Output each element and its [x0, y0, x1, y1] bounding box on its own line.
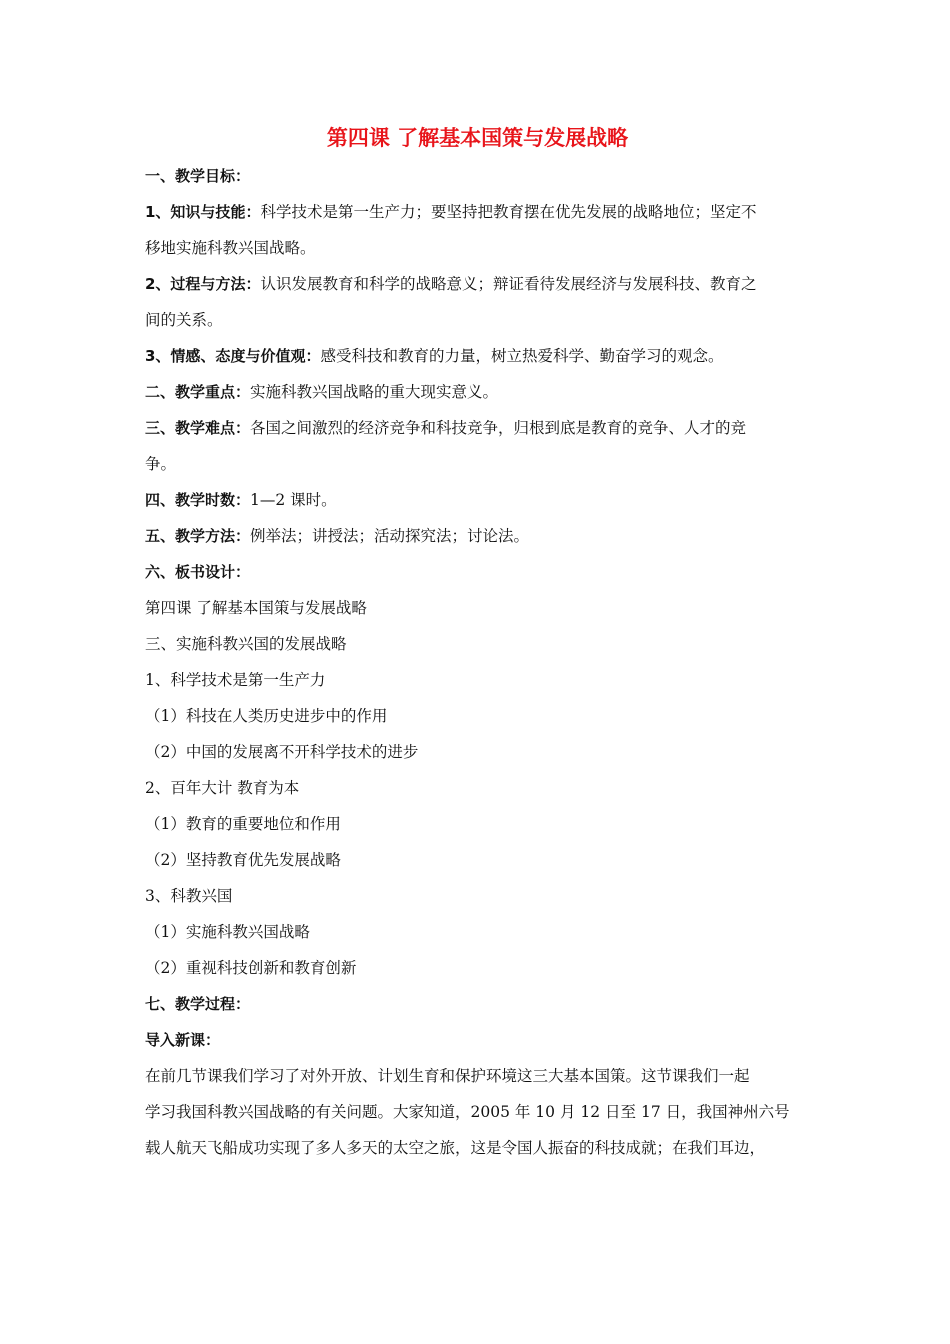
intro-line: 学习我国科教兴国战略的有关问题。大家知道，2005 年 10 月 12 日至 17 日，我国神州六号: [145, 1103, 790, 1121]
key-point-text: 实施科教兴国战略的重大现实意义。: [250, 383, 499, 401]
objective-1: [145, 194, 810, 230]
objective-3: [145, 338, 810, 374]
objective-3-text: 感受科技和教育的力量，树立热爱科学、勤奋学习的观念。: [320, 347, 724, 365]
difficulty: [145, 410, 810, 446]
difficulty-label: 三、教学难点：: [145, 419, 251, 437]
document-page: [145, 118, 810, 1166]
board-line: （1）科技在人类历史进步中的作用: [145, 707, 388, 725]
intro-line: 载人航天飞船成功实现了多人多天的太空之旅，这是令国人振奋的科技成就；在我们耳边，: [145, 1139, 766, 1157]
teaching-method-text: 例举法；讲授法；活动探究法；讨论法。: [250, 527, 530, 545]
objective-1-label: 1、知识与技能：: [145, 203, 261, 221]
teaching-method: [145, 518, 810, 554]
board-line: （2）坚持教育优先发展战略: [145, 851, 341, 869]
board-line: 第四课 了解基本国策与发展战略: [145, 599, 367, 617]
intro-line: 在前几节课我们学习了对外开放、计划生育和保护环境这三大基本国策。这节课我们一起: [145, 1067, 750, 1085]
teaching-hours-text: 1—2 课时。: [250, 491, 337, 509]
teaching-hours-label: 四、教学时数：: [145, 491, 251, 509]
key-point-label: 二、教学重点：: [145, 383, 251, 401]
board-line: 3、科教兴国: [145, 887, 233, 905]
objective-1-text: 科学技术是第一生产力；要坚持把教育摆在优先发展的战略地位；坚定不: [260, 203, 757, 221]
board-line: （1）教育的重要地位和作用: [145, 815, 341, 833]
objective-2: [145, 266, 810, 302]
teaching-hours: [145, 482, 810, 518]
board-line: （2）中国的发展离不开科学技术的进步: [145, 743, 419, 761]
teaching-method-label: 五、教学方法：: [145, 527, 251, 545]
difficulty-text: 各国之间激烈的经济竞争和科技竞争，归根到底是教育的竞争、人才的竞: [250, 419, 747, 437]
intro-heading: 导入新课：: [145, 1031, 221, 1049]
board-heading: 六、板书设计：: [145, 563, 251, 581]
objective-3-label: 3、情感、态度与价值观：: [145, 347, 321, 365]
objective-2-cont: 间的关系。: [145, 311, 223, 329]
objective-2-label: 2、过程与方法：: [145, 275, 261, 293]
objectives-heading: 一、教学目标：: [145, 167, 251, 185]
lesson-title: 第四课 了解基本国策与发展战略: [326, 126, 629, 150]
process-heading: 七、教学过程：: [145, 995, 251, 1013]
board-line: 1、科学技术是第一生产力: [145, 671, 326, 689]
objective-1-cont: 移地实施科教兴国战略。: [145, 239, 316, 257]
difficulty-cont: 争。: [145, 455, 177, 473]
board-line: （1）实施科教兴国战略: [145, 923, 310, 941]
board-line: （2）重视科技创新和教育创新: [145, 959, 357, 977]
board-line: 三、实施科教兴国的发展战略: [145, 635, 347, 653]
key-point: [145, 374, 810, 410]
objective-2-text: 认识发展教育和科学的战略意义；辩证看待发展经济与发展科技、教育之: [260, 275, 757, 293]
board-line: 2、百年大计 教育为本: [145, 779, 300, 797]
